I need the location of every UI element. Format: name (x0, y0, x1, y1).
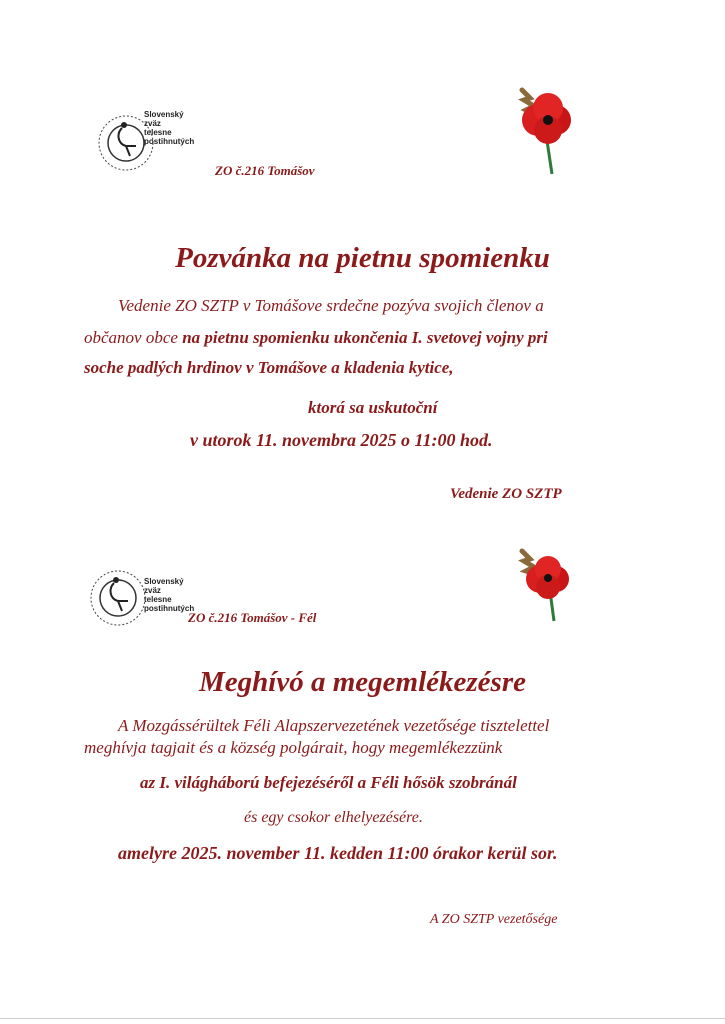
logo-line: Slovenský (144, 577, 184, 586)
logo-line: zväz (144, 119, 161, 128)
sztp-logo-icon (88, 565, 148, 631)
paragraph-line: és egy csokor elhelyezésére. (244, 809, 423, 826)
logo-line: Slovenský (144, 110, 184, 119)
paragraph-line: Vedenie ZO SZTP v Tomášove srdečne pozýva svojich členov a (118, 296, 544, 315)
org-name: ZO č.216 Tomášov (215, 163, 315, 178)
event-datetime: v utorok 11. novembra 2025 o 11:00 hod. (190, 430, 493, 450)
logo-line: postihnutých (144, 137, 195, 146)
logo-line: postihnutých (144, 604, 195, 613)
paragraph-line (84, 328, 548, 348)
sztp-logo-2 (88, 565, 208, 637)
paragraph-line: soche padlých hrdinov v Tomášove a kladenia kytice, (84, 358, 454, 377)
paragraph-line: meghívja tagjait és a község polgárait, hogy megemlékezzünk (84, 738, 503, 757)
org-name: ZO č.216 Tomášov - Fél (188, 610, 317, 625)
event-datetime: amelyre 2025. november 11. kedden 11:00 órakor kerül sor. (118, 843, 558, 863)
page-edge-line (0, 1018, 725, 1019)
page-title: Pozvánka na pietnu spomienku (175, 242, 550, 274)
paragraph-text: občanov obce (84, 328, 183, 347)
signature: Vedenie ZO SZTP (450, 486, 562, 502)
sztp-logo-1 (96, 110, 216, 182)
paragraph-line: ktorá sa uskutoční (308, 398, 438, 417)
poppy-icon (508, 84, 578, 180)
logo-line: telesne (144, 595, 172, 604)
paragraph-line: az I. világháború befejezéséről a Féli hősök szobránál (140, 773, 517, 792)
logo-line: zväz (144, 586, 161, 595)
section-title: Meghívó a megemlékezésre (199, 666, 526, 698)
paragraph-line: A Mozgássérültek Féli Alapszervezetének vezetősége tisztelettel (118, 716, 550, 735)
logo-line: telesne (144, 128, 172, 137)
poppy-icon (508, 545, 578, 625)
paragraph-bold: na pietnu spomienku ukončenia I. svetovej vojny pri (182, 328, 548, 347)
signature: A ZO SZTP vezetősége (430, 912, 558, 927)
